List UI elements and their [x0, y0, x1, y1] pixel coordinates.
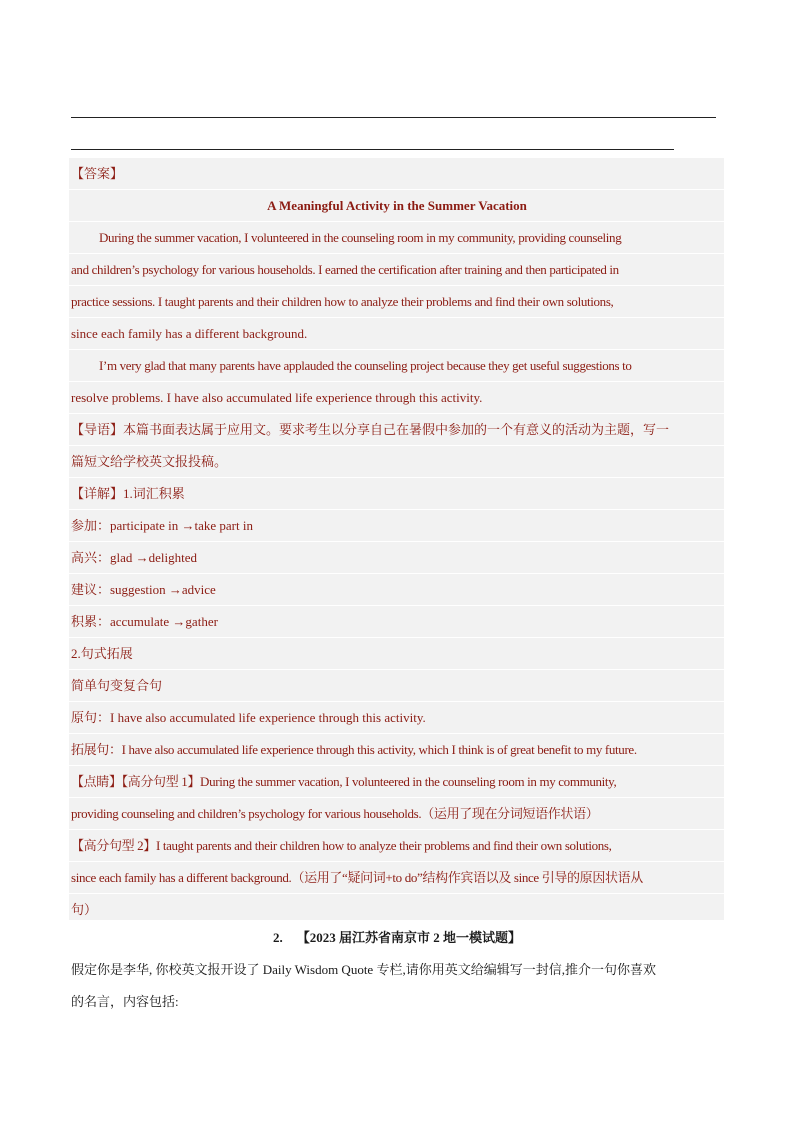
question-prompt-line: 假定你是李华, 你校英文报开设了 Daily Wisdom Quote 专栏,请你用英文给编辑写一封信,推介一句你喜欢 — [71, 962, 656, 977]
detail-heading: 【详解】1.词汇积累 — [71, 486, 185, 501]
answer-tag: 【答案】 — [71, 166, 124, 181]
essay-line: since each family has a different background. — [71, 326, 308, 341]
guide-line: 【导语】本篇书面表达属于应用文。要求考生以分享自己在暑假中参加的一个有意义的活动为主题，写一 — [71, 422, 670, 437]
essay-line: and children’s psychology for various households. I earned the certification after training and then participated in — [71, 262, 619, 277]
row-divider — [69, 605, 724, 606]
question-number: 2. — [272, 930, 283, 945]
pattern-subheading: 简单句变复合句 — [71, 678, 163, 693]
row-divider — [69, 253, 724, 254]
expanded-sentence: 拓展句：I have also accumulated life experience through this activity, which I think is of great benefit to my future. — [71, 742, 637, 757]
essay-line: practice sessions. I taught parents and their children how to analyze their problems and find their own solutions, — [71, 294, 614, 309]
question-prompt-line: 的名言，内容包括: — [71, 994, 179, 1009]
row-divider — [69, 541, 724, 542]
answer-blank-line-2 — [71, 149, 674, 150]
highlight-line: since each family has a different background.（运用了“疑问词+to do”结构作宾语以及 since 引导的原因状语从 — [71, 870, 643, 885]
row-divider — [69, 797, 724, 798]
answer-blank-line-1 — [71, 117, 716, 118]
row-divider — [69, 669, 724, 670]
row-divider — [69, 477, 724, 478]
question-source: 【2023 届江苏省南京市 2 地一模试题】 — [296, 930, 521, 945]
row-divider — [69, 573, 724, 574]
row-divider — [69, 701, 724, 702]
highlight-line: 【点睛】【高分句型 1】During the summer vacation, I volunteered in the counseling room in my community, — [71, 774, 617, 789]
row-divider — [69, 445, 724, 446]
row-divider — [69, 381, 724, 382]
highlight-line: 句） — [71, 902, 98, 917]
row-divider — [69, 733, 724, 734]
essay-line: I’m very glad that many parents have applauded the counseling project because they get useful suggestions to — [99, 358, 632, 373]
row-divider — [69, 765, 724, 766]
row-divider — [69, 285, 724, 286]
vocab-item: 参加：participate in →take part in — [71, 518, 253, 533]
essay-title: A Meaningful Activity in the Summer Vacation — [267, 198, 527, 213]
row-divider — [69, 221, 724, 222]
pattern-heading: 2.句式拓展 — [71, 646, 133, 661]
row-divider — [69, 893, 724, 894]
row-divider — [69, 317, 724, 318]
row-divider — [69, 637, 724, 638]
row-divider — [69, 861, 724, 862]
row-divider — [69, 349, 724, 350]
row-divider — [69, 413, 724, 414]
row-divider — [69, 829, 724, 830]
guide-line: 篇短文给学校英文报投稿。 — [71, 454, 228, 469]
vocab-item: 高兴：glad →delighted — [71, 550, 198, 565]
highlight-line: 【高分句型 2】I taught parents and their children how to analyze their problems and find their own solutions, — [71, 838, 612, 853]
vocab-item: 积累：accumulate →gather — [71, 614, 218, 629]
original-sentence: 原句：I have also accumulated life experience through this activity. — [71, 710, 426, 725]
row-divider — [69, 509, 724, 510]
essay-line: resolve problems. I have also accumulated life experience through this activity. — [71, 390, 483, 405]
highlight-line: providing counseling and children’s psychology for various households.（运用了现在分词短语作状语） — [71, 806, 599, 821]
question-header — [0, 922, 794, 954]
row-divider — [69, 189, 724, 190]
vocab-item: 建议：suggestion →advice — [71, 582, 216, 597]
essay-line: During the summer vacation, I volunteered in the counseling room in my community, providing counseling — [99, 230, 622, 245]
